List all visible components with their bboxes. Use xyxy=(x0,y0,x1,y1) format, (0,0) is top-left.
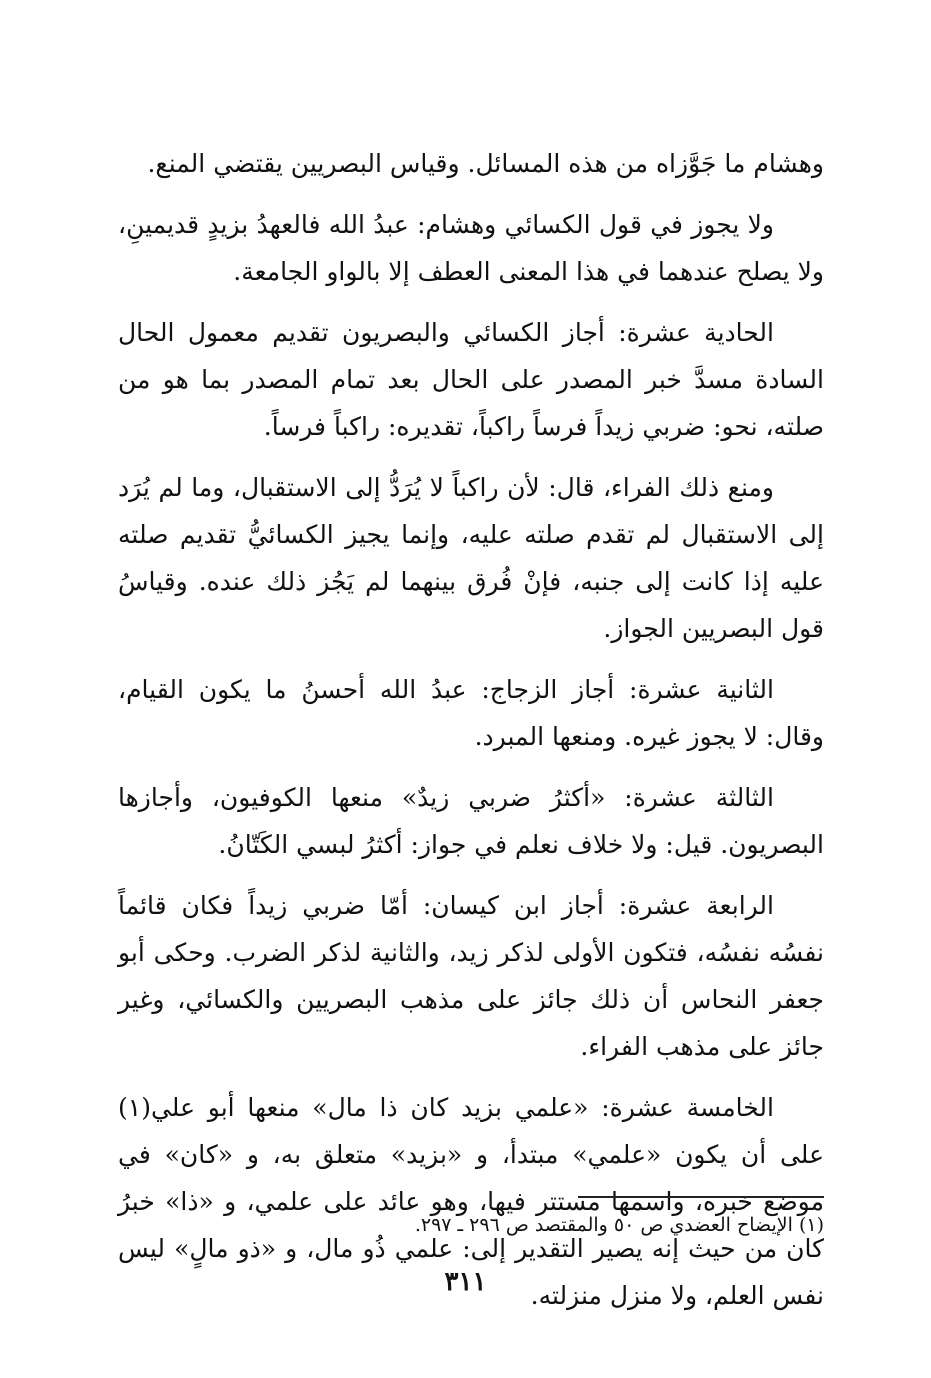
footnote: (١) الإيضاح العضدي ص ٥٠ والمقتصد ص ٢٩٦ ـ ٢٩٧. xyxy=(414,1214,824,1236)
paragraph-thirteenth: الثالثة عشرة: «أكثرُ ضربي زيدٌ» منعها الكوفيون، وأجازها البصريون. قيل: ولا خلاف نعلم في جواز: أكثرُ لبسي الكَتّانُ. xyxy=(118,783,824,859)
footnote-divider xyxy=(578,1196,824,1198)
paragraph-farra-objection: ومنع ذلك الفراء، قال: لأن راكباً لا يُرَدُّ إلى الاستقبال، وما لم يُرَد إلى الاستقبال لم تقدم صلته عليه، وإنما يجيز الكسائيُّ تقديم صلته عليه إذا كانت إلى جنبه، فإنْ فُرق بينهما لم يَجُز ذلك عنده. وقياسُ قول البصريين الجواز. xyxy=(118,473,824,643)
body-text xyxy=(118,140,824,1333)
paragraph-continuation: وهشام ما جَوَّزاه من هذه المسائل. وقياس البصريين يقتضي المنع. xyxy=(147,149,824,178)
paragraph-eleventh: الحادية عشرة: أجاز الكسائي والبصريون تقديم معمول الحال السادة مسدَّ خبر المصدر على الحال بعد تمام المصدر بما هو من صلته، نحو: ضربي زيداً فرساً راكباً، تقديره: راكباً فرساً. xyxy=(118,318,824,441)
page-number: ٣١١ xyxy=(444,1267,487,1297)
paragraph-fourteenth: الرابعة عشرة: أجاز ابن كيسان: أمّا ضربي زيداً فكان قائماً نفسُه نفسُه، فتكون الأولى لذكر زيد، والثانية لذكر الضرب. وحكى أبو جعفر النحاس أن ذلك جائز على مذهب البصريين والكسائي، وغير جائز على مذهب الفراء. xyxy=(118,891,824,1061)
paragraph-fifteenth: الخامسة عشرة: «علمي بزيد كان ذا مال» منعها أبو علي(١) على أن يكون «علمي» مبتدأ، و «بزيد» متعلق به، و «كان» في موضع خبره، واسمها مستتر فيها، وهو عائد على علمي، و «ذا» خبرُ كان من حيث إنه يصير التقدير إلى: علمي ذُو مال، و «ذو مالٍ» ليس نفس العلم، ولا منزل منزلته. xyxy=(118,1093,824,1310)
paragraph-kisai-hisham: ولا يجوز في قول الكسائي وهشام: عبدُ الله فالعهدُ بزيدٍ قديمينِ، ولا يصلح عندهما في هذا المعنى العطف إلا بالواو الجامعة. xyxy=(118,210,824,286)
paragraph-twelfth: الثانية عشرة: أجاز الزجاج: عبدُ الله أحسنُ ما يكون القيام، وقال: لا يجوز غيره. ومنعها المبرد. xyxy=(118,675,824,751)
